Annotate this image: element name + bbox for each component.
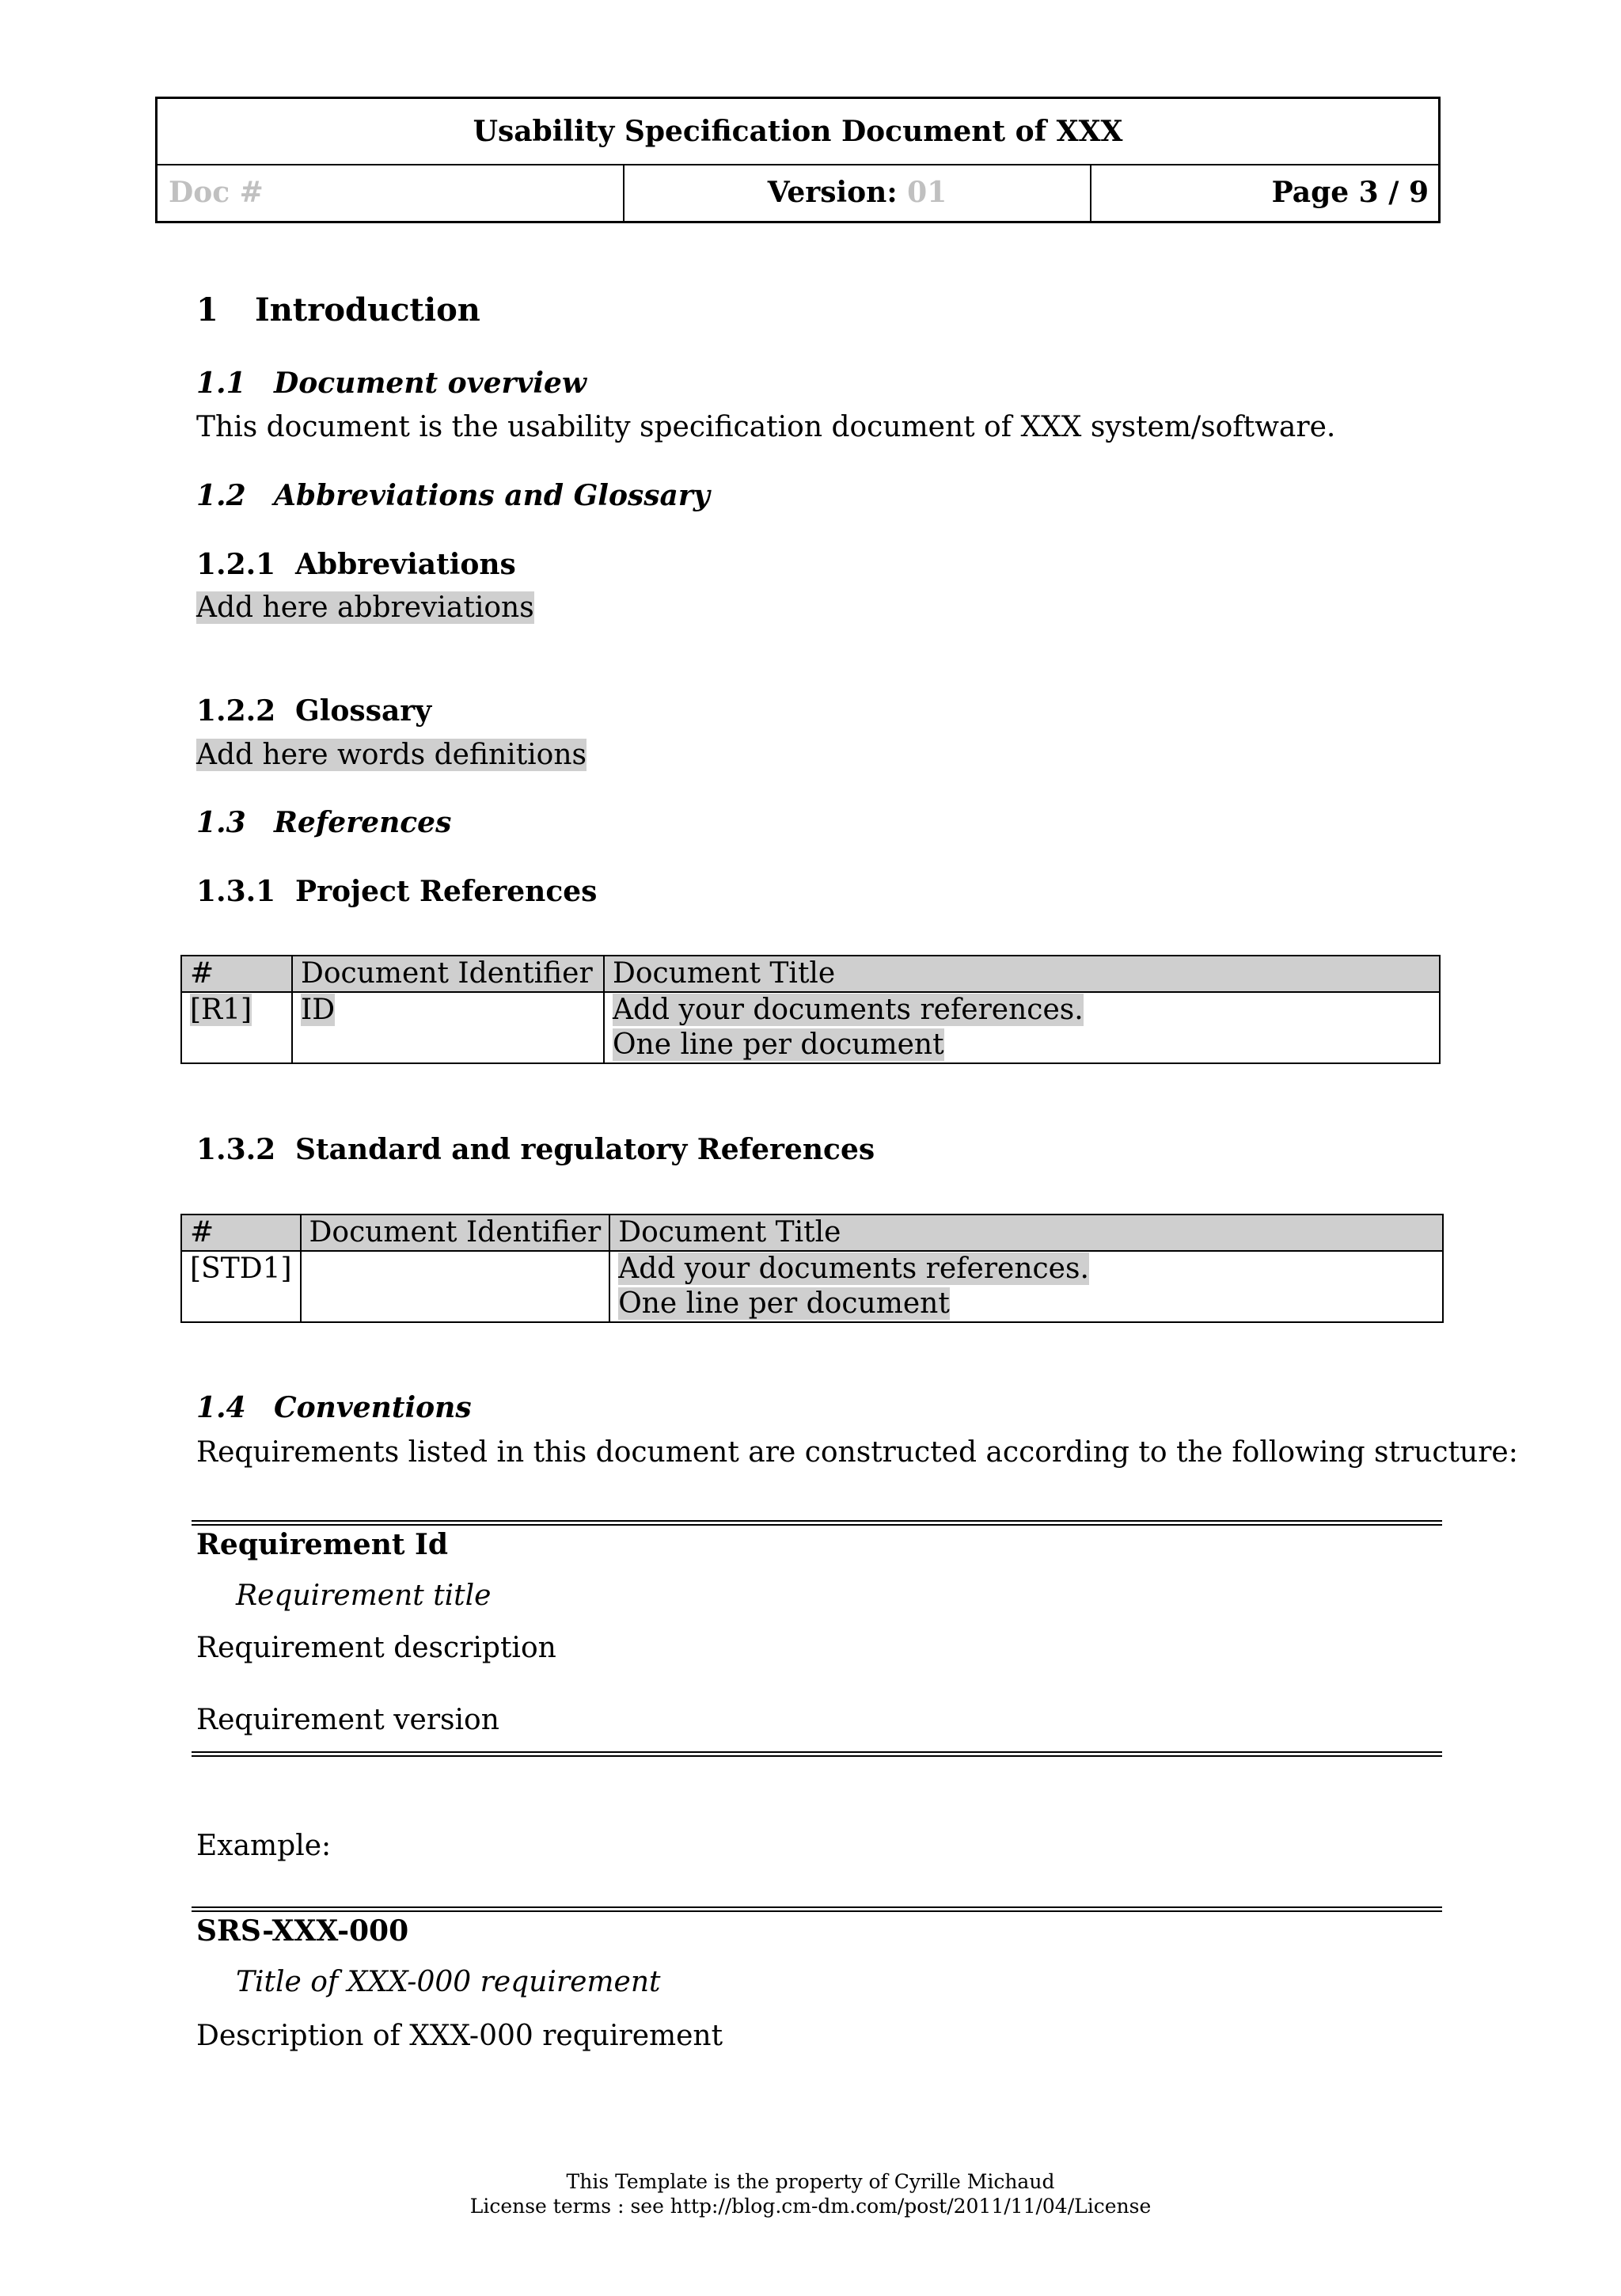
conventions-paragraph: Requirements listed in this document are constructed according to the following structure: <box>196 1436 1518 1469</box>
ref-id-cell: [STD1] <box>181 1251 301 1322</box>
doc-number-field: Doc # <box>158 164 624 221</box>
overview-paragraph: This document is the usability specification document of XXX system/software. <box>196 411 1336 443</box>
heading-text: References <box>274 806 452 839</box>
heading-number: 1.3 <box>196 806 246 839</box>
footer-line-property: This Template is the property of Cyrille Michaud <box>566 2170 1055 2193</box>
ref-title-cell <box>604 992 1440 1063</box>
document-title: Usability Specification Document of XXX <box>158 99 1438 165</box>
table-row <box>181 992 1440 1063</box>
heading-text: Glossary <box>295 694 432 728</box>
heading-standard-references <box>196 1133 1067 1166</box>
heading-number: 1.4 <box>196 1391 246 1424</box>
placeholder-text: Add here words definitions <box>196 739 587 771</box>
heading-text: Abbreviations <box>295 548 516 581</box>
ref-identifier: ID <box>301 994 336 1026</box>
heading-text: Document overview <box>274 367 587 400</box>
column-header: Document Identifier <box>301 1215 610 1251</box>
heading-number: 1 <box>196 291 218 329</box>
example-requirement-title: Title of XXX-000 requirement <box>236 1966 661 1998</box>
heading-introduction <box>196 291 671 329</box>
heading-text: Standard and regulatory References <box>295 1133 875 1166</box>
structure-requirement-id: Requirement Id <box>196 1528 449 1561</box>
document-header-table <box>155 97 1441 223</box>
version-value: 01 <box>907 176 947 209</box>
footer <box>0 2169 1621 2218</box>
structure-bottom-rule <box>192 1751 1442 1757</box>
ref-title-line: Add your documents references. <box>618 1253 1089 1285</box>
ref-identifier-cell <box>292 992 604 1063</box>
heading-number: 1.2 <box>196 479 246 512</box>
example-top-rule <box>192 1906 1442 1912</box>
heading-project-references <box>196 875 829 908</box>
heading-text: Introduction <box>255 291 480 329</box>
column-header: # <box>181 956 292 992</box>
placeholder-text: Add here abbreviations <box>196 591 534 624</box>
page-number: Page 3 / 9 <box>1271 176 1429 209</box>
ref-title-line: One line per document <box>613 1028 944 1061</box>
table-row <box>181 1251 1443 1322</box>
footer-line-license: License terms : see http://blog.cm-dm.com/post/2011/11/04/License <box>469 2195 1152 2218</box>
ref-title-cell <box>609 1251 1443 1322</box>
heading-document-overview <box>196 367 829 400</box>
heading-conventions <box>196 1391 829 1424</box>
column-header: # <box>181 1215 301 1251</box>
heading-glossary <box>196 694 829 728</box>
heading-references <box>196 806 829 839</box>
structure-requirement-version: Requirement version <box>196 1704 499 1736</box>
heading-number: 1.2.2 <box>196 694 276 728</box>
column-header: Document Title <box>604 956 1440 992</box>
table-header-row <box>181 956 1440 992</box>
glossary-placeholder <box>196 738 587 772</box>
table-header-row <box>181 1215 1443 1251</box>
structure-requirement-title: Requirement title <box>236 1579 492 1612</box>
ref-id-cell <box>181 992 292 1063</box>
structure-requirement-description: Requirement description <box>196 1632 556 1664</box>
version-label: Version: <box>767 176 898 209</box>
column-header: Document Identifier <box>292 956 604 992</box>
ref-title-line: One line per document <box>618 1287 950 1320</box>
heading-abbreviations <box>196 548 829 581</box>
example-requirement-description: Description of XXX-000 requirement <box>196 2020 723 2052</box>
ref-id: [R1] <box>190 994 252 1026</box>
heading-number: 1.1 <box>196 367 246 400</box>
project-references-table <box>180 955 1441 1064</box>
column-header: Document Title <box>609 1215 1443 1251</box>
version-field <box>624 164 1091 221</box>
example-label: Example: <box>196 1830 332 1862</box>
example-requirement-id: SRS-XXX-000 <box>196 1914 409 1948</box>
heading-text: Conventions <box>274 1391 472 1424</box>
structure-top-rule <box>192 1520 1442 1526</box>
heading-abbreviations-glossary <box>196 479 909 512</box>
heading-number: 1.3.2 <box>196 1133 276 1166</box>
heading-text: Project References <box>295 875 598 908</box>
ref-identifier-cell <box>301 1251 610 1322</box>
standard-references-table <box>180 1214 1444 1323</box>
heading-text: Abbreviations and Glossary <box>274 479 710 512</box>
heading-number: 1.2.1 <box>196 548 276 581</box>
ref-title-line: Add your documents references. <box>613 994 1084 1026</box>
heading-number: 1.3.1 <box>196 875 276 908</box>
abbreviations-placeholder <box>196 591 534 625</box>
